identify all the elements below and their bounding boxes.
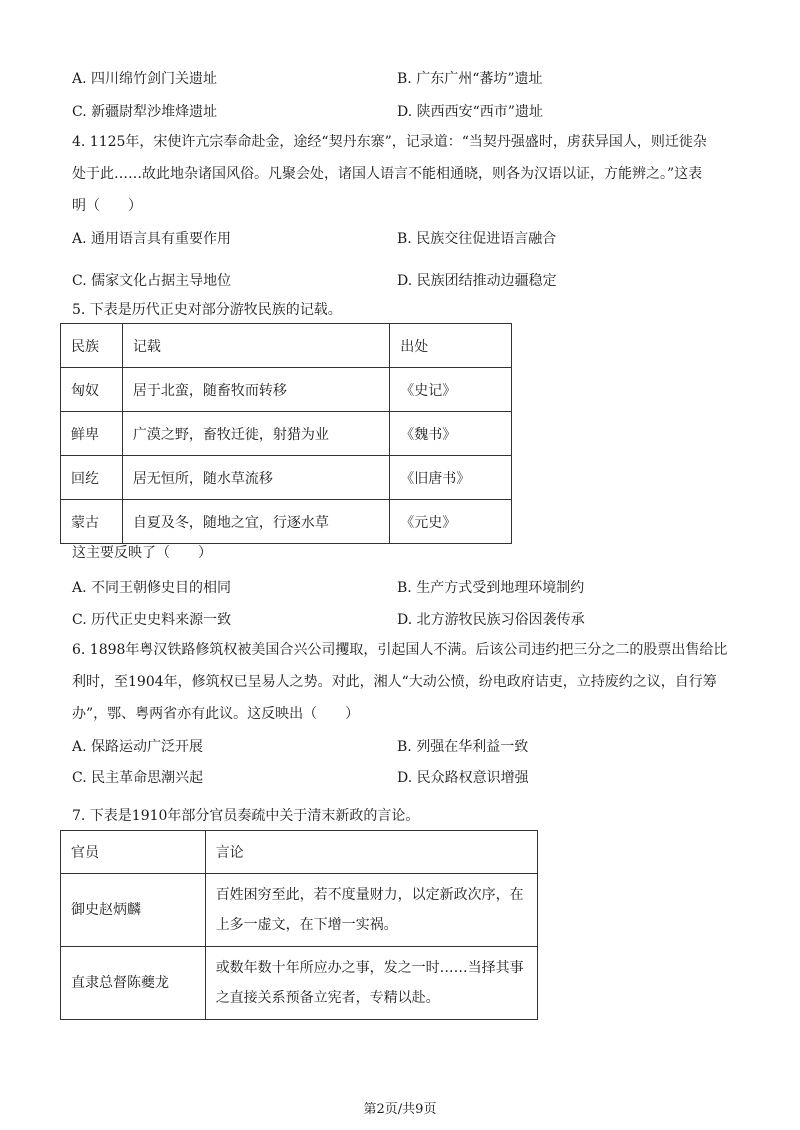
q6-option-d: D. 民众路权意识增强 — [397, 770, 529, 786]
table-header-cell: 民族 — [61, 324, 123, 368]
table-cell-record: 居无恒所，随水草流移 — [122, 456, 389, 500]
table-cell-ethnic-group: 匈奴 — [61, 368, 123, 412]
q6-option-c: C. 民主革命思潮兴起 — [72, 770, 204, 786]
table-row — [61, 412, 512, 456]
q4-stem-line3: 明（ ） — [72, 198, 142, 214]
table-cell-ethnic-group: 鲜卑 — [61, 412, 123, 456]
q5-option-b: B. 生产方式受到地理环境制约 — [397, 580, 585, 596]
table-cell-statement — [205, 947, 537, 1020]
statement-line: 或数年数十年所应办之事，发之一时……当择其事 — [215, 960, 524, 976]
table-header-cell: 记载 — [122, 324, 389, 368]
q4-option-a: A. 通用语言具有重要作用 — [72, 231, 232, 247]
q3-option-a: A. 四川绵竹剑门关遗址 — [72, 71, 218, 87]
table-header-row — [61, 831, 538, 874]
table-header-cell: 言论 — [205, 831, 537, 874]
q3-option-b: B. 广东广州“蕃坊”遗址 — [397, 71, 543, 87]
q5-option-d: D. 北方游牧民族习俗因袭传承 — [397, 612, 585, 628]
q5-option-c: C. 历代正史史料来源一致 — [72, 612, 232, 628]
table-header-cell: 出处 — [390, 324, 512, 368]
table-cell-ethnic-group: 蒙古 — [61, 500, 123, 544]
q7-table — [60, 830, 538, 1020]
q3-option-d: D. 陕西西安“西市”遗址 — [397, 104, 543, 120]
table-cell-official: 御史赵炳麟 — [61, 874, 206, 947]
table-cell-ethnic-group: 回纥 — [61, 456, 123, 500]
q6-stem-line3: 办”，鄂、粤两省亦有此议。这反映出（ ） — [72, 706, 360, 722]
q5-prompt: 这主要反映了（ ） — [72, 545, 212, 561]
q4-stem-line1: 4. 1125年，宋使许亢宗奉命赴金，途经“契丹东寨”，记录道：“当契丹强盛时，虏获异国人，则迁徙杂 — [72, 134, 707, 150]
q6-stem-line2: 利时，至1904年，修筑权已呈易人之势。对此，湘人“大动公愤，纷电政府诘吏，立持废约之议，自行筹 — [72, 674, 717, 690]
q5-stem: 5. 下表是历代正史对部分游牧民族的记载。 — [72, 302, 342, 318]
q4-stem-line2: 处于此……故此地杂诸国风俗。凡聚会处，诸国人语言不能相通晓，则各为汉语以证，方能辨之。”这表 — [72, 166, 703, 182]
table-cell-source: 《魏书》 — [390, 412, 512, 456]
table-cell-statement — [205, 874, 537, 947]
q7-stem: 7. 下表是1910年部分官员奏疏中关于清末新政的言论。 — [72, 808, 420, 824]
statement-line: 百姓困穷至此，若不度量财力，以定新政次序，在 — [215, 887, 524, 903]
table-header-row — [61, 324, 512, 368]
table-row — [61, 500, 512, 544]
table-header-cell: 官员 — [61, 831, 206, 874]
statement-line: 上多一虚文，在下增一实祸。 — [215, 917, 398, 933]
table-cell-record: 广漠之野，畜牧迁徙，射猎为业 — [122, 412, 389, 456]
q6-stem-line1: 6. 1898年粤汉铁路修筑权被美国合兴公司攫取，引起国人不满。后该公司违约把三分之二的股票出售给比 — [72, 642, 728, 658]
q6-option-a: A. 保路运动广泛开展 — [72, 739, 204, 755]
table-row — [61, 456, 512, 500]
table-row — [61, 874, 538, 947]
table-row — [61, 947, 538, 1020]
q6-option-b: B. 列强在华利益一致 — [397, 739, 529, 755]
q5-table — [60, 323, 512, 544]
table-row — [61, 368, 512, 412]
q4-option-b: B. 民族交往促进语言融合 — [397, 231, 557, 247]
table-cell-source: 《元史》 — [390, 500, 512, 544]
statement-line: 之直接关系预备立宪者，专精以赴。 — [215, 990, 440, 1006]
page-number: 第2页/共9页 — [363, 1102, 437, 1117]
q4-option-d: D. 民族团结推动边疆稳定 — [397, 273, 557, 289]
q3-option-c: C. 新疆尉犁沙堆烽遗址 — [72, 104, 218, 120]
table-cell-source: 《史记》 — [390, 368, 512, 412]
table-cell-record: 居于北蛮，随畜牧而转移 — [122, 368, 389, 412]
q4-option-c: C. 儒家文化占据主导地位 — [72, 273, 232, 289]
table-cell-source: 《旧唐书》 — [390, 456, 512, 500]
q5-option-a: A. 不同王朝修史目的相同 — [72, 580, 232, 596]
table-cell-official: 直隶总督陈夔龙 — [61, 947, 206, 1020]
table-cell-record: 自夏及冬，随地之宜，行逐水草 — [122, 500, 389, 544]
